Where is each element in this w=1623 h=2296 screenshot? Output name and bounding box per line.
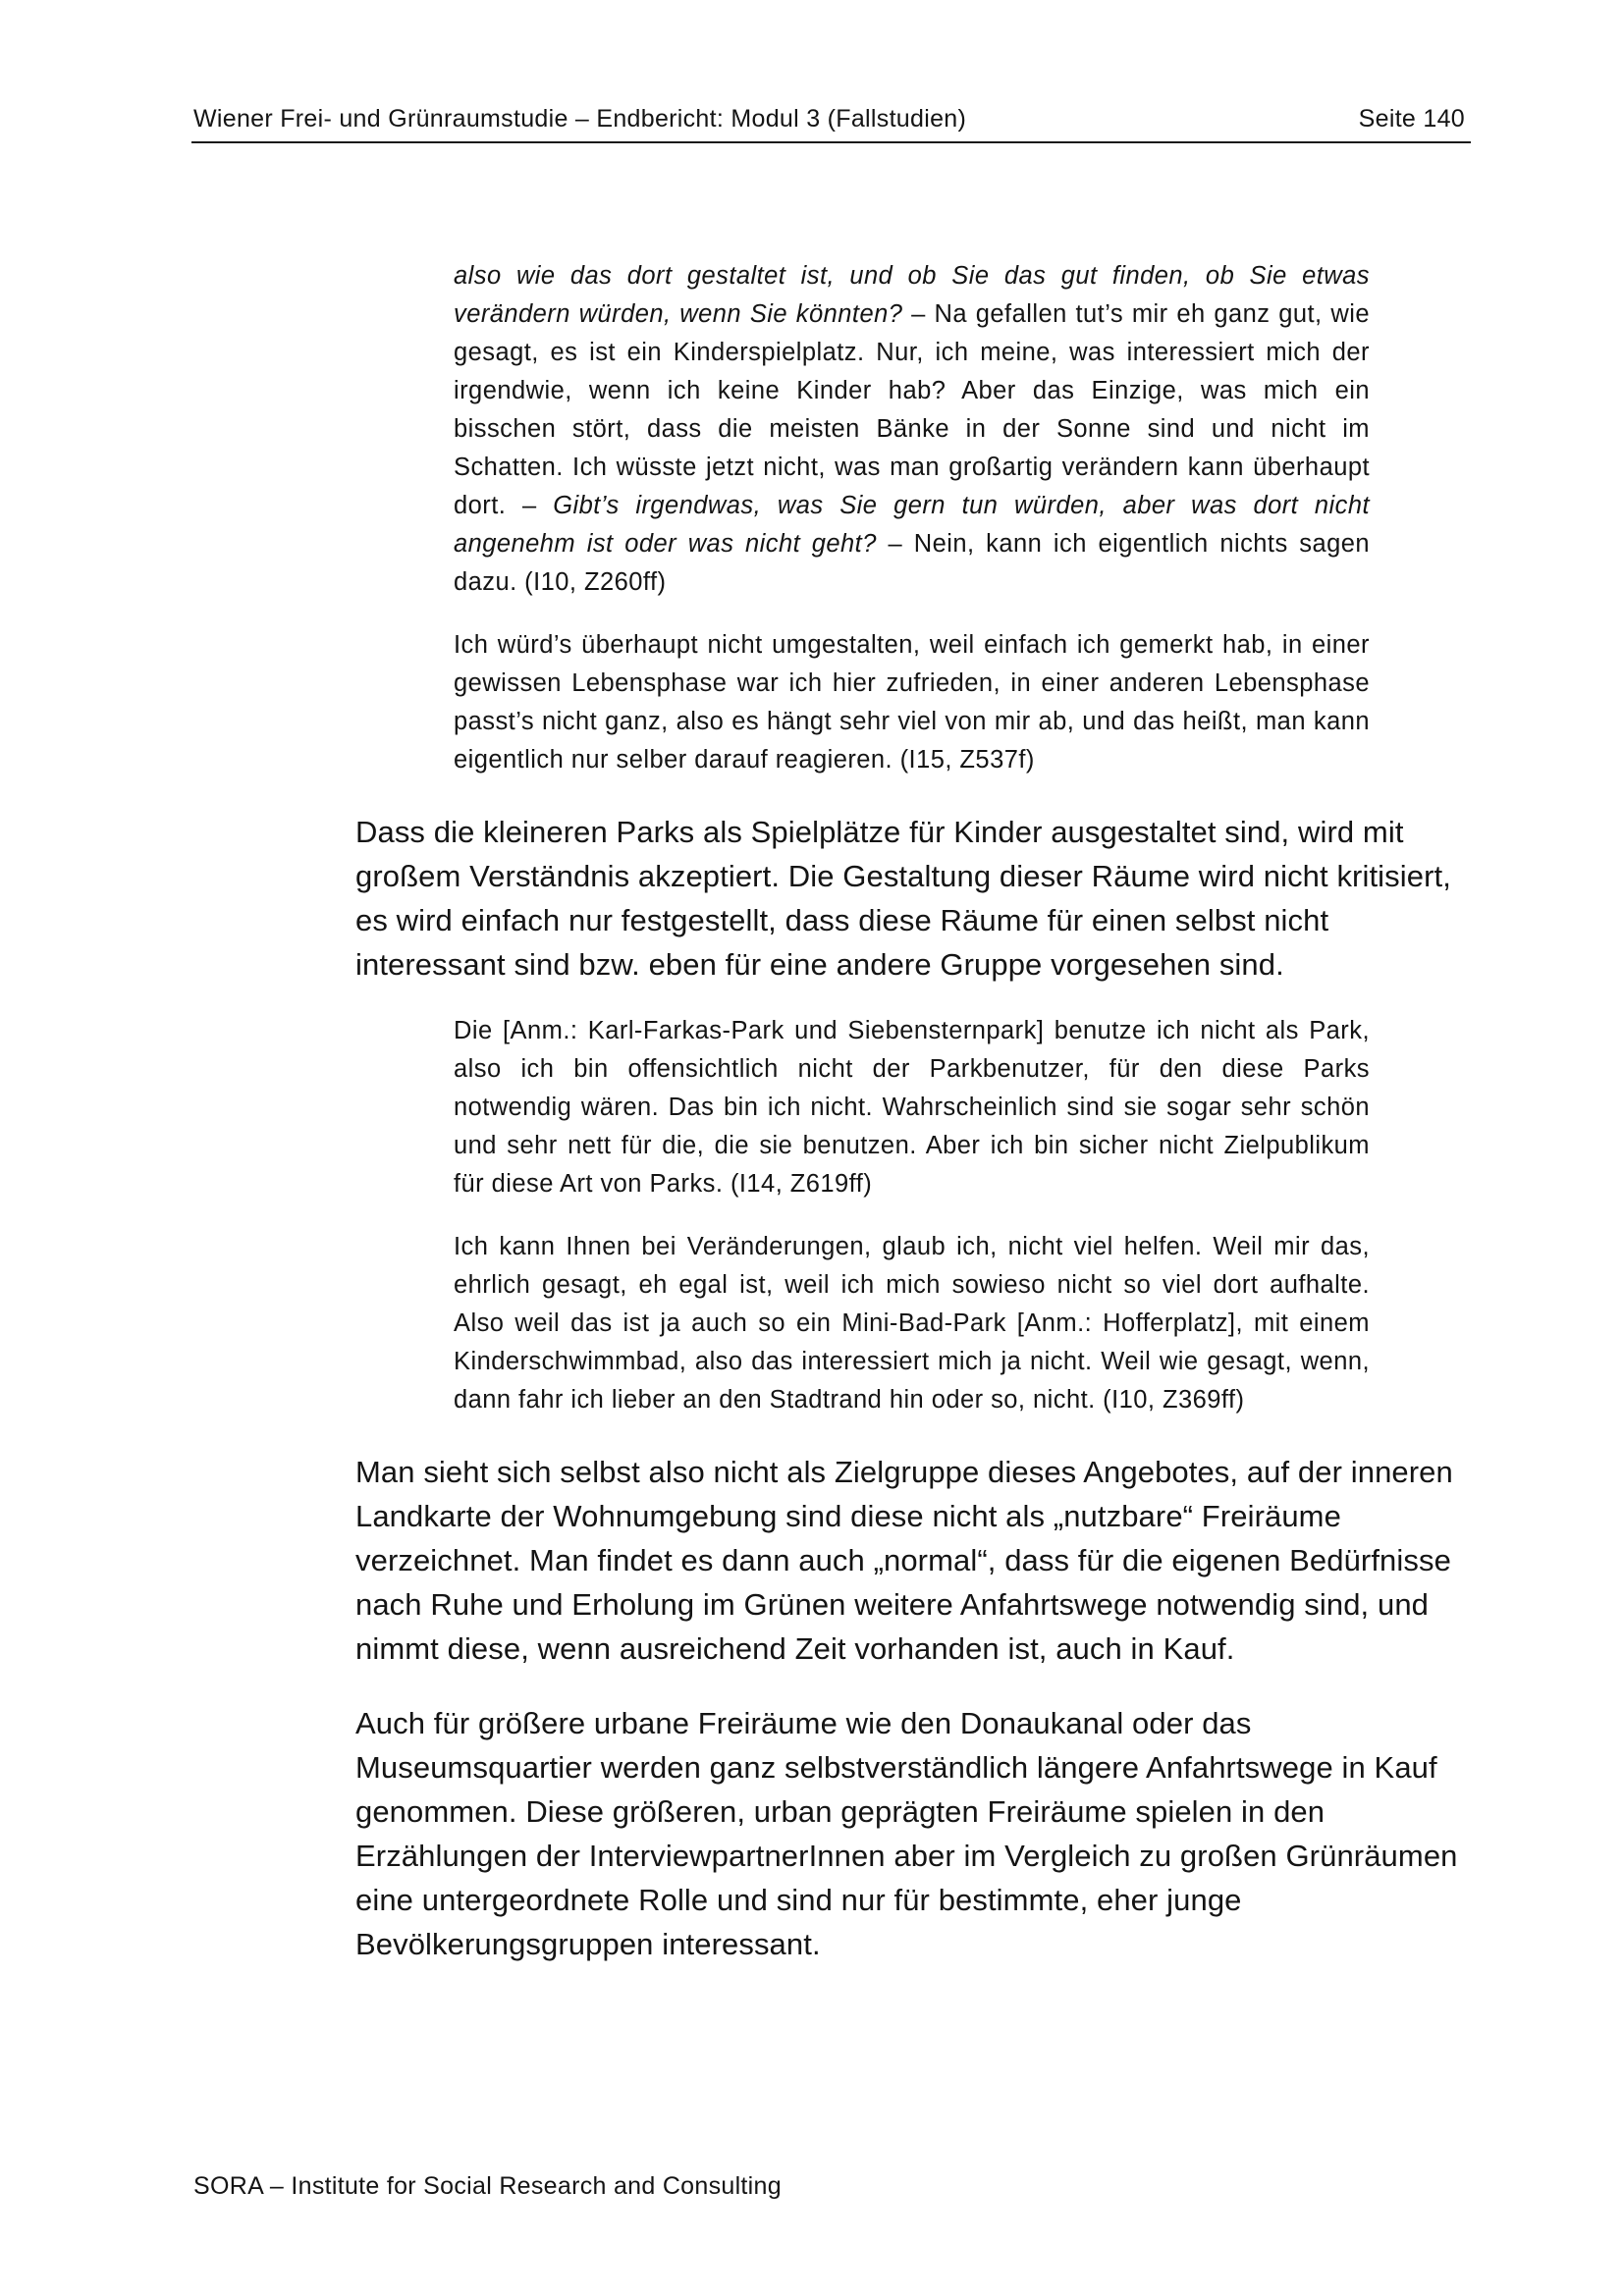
interview-quote xyxy=(454,257,1370,602)
page-number: Seite 140 xyxy=(1358,105,1465,133)
interview-quote: Ich kann Ihnen bei Veränderungen, glaub ich, nicht viel helfen. Weil mir das, ehrlich gesagt, eh egal ist, weil ich mich sowieso nicht so viel dort aufhalte. Also weil das ist ja auch so ein Mini-Bad-Park [Anm.: Hofferplatz], mit einem Kinderschwimmbad, also das interessiert mich ja nicht. Weil wie gesagt, wenn, dann fahr ich lieber an den Stadtrand hin oder so, nicht. (I10, Z369ff) xyxy=(454,1233,1370,1414)
body-paragraph: Man sieht sich selbst also nicht als Zielgruppe dieses Angebotes, auf der inneren Landkarte der Wohnumgebung sind diese nicht als „nutzbare“ Freiräume verzeichnet. Man findet es dann auch „normal“, dass für die eigenen Bedürfnisse nach Ruhe und Erholung im Grünen weitere Anfahrtswege notwendig sind, und nimmt diese, wenn ausreichend Zeit vorhanden ist, auch in Kauf. xyxy=(355,1455,1453,1666)
interviewer-question: Gibt’s irgendwas, was Sie gern tun würden, aber was dort nicht angenehm ist oder was nicht geht? xyxy=(454,491,1370,558)
body-paragraph: Dass die kleineren Parks als Spielplätze für Kinder ausgestaltet sind, wird mit großem Verständnis akzeptiert. Die Gestaltung dieser Räume wird nicht kritisiert, es wird einfach nur festgestellt, dass diese Räume für einen selbst nicht interessant sind bzw. eben für eine andere Gruppe vorgesehen sind. xyxy=(355,815,1451,982)
header-title: Wiener Frei- und Grünraumstudie – Endbericht: Modul 3 (Fallstudien) xyxy=(193,105,967,133)
page-body xyxy=(355,232,1475,1982)
page-header xyxy=(191,102,1471,143)
interviewee-answer: – Na gefallen tut’s mir eh ganz gut, wie gesagt, es ist ein Kinderspielplatz. Nur, ich meine, was interessiert mich der irgendwie, wenn ich keine Kinder hab? Aber das Einzige, was mich ein bisschen stört, dass die meisten Bänke in der Sonne sind und nicht im Schatten. Ich wüsste jetzt nicht, was man großartig verändern kann überhaupt dort. – xyxy=(454,299,1370,519)
page-footer: SORA – Institute for Social Research and Consulting xyxy=(193,2172,782,2200)
body-paragraph: Auch für größere urbane Freiräume wie den Donaukanal oder das Museumsquartier werden ganz selbstverständlich längere Anfahrtswege in Kauf genommen. Diese größeren, urban geprägten Freiräume spielen in den Erzählungen der InterviewpartnerInnen aber im Vergleich zu großen Grünräumen eine untergeordnete Rolle und sind nur für bestimmte, eher junge Bevölkerungsgruppen interessant. xyxy=(355,1706,1458,1961)
interview-quote: Die [Anm.: Karl-Farkas-Park und Siebensternpark] benutze ich nicht als Park, also ich bin offensichtlich nicht der Parkbenutzer, für den diese Parks notwendig wären. Das bin ich nicht. Wahrscheinlich sind sie sogar sehr schön und sehr nett für die, die sie benutzen. Aber ich bin sicher nicht Zielpublikum für diese Art von Parks. (I14, Z619ff) xyxy=(454,1016,1370,1198)
interviewer-question: also wie das dort gestaltet ist, und ob Sie das gut finden, ob Sie etwas verändern würden, wenn Sie könnten? xyxy=(454,261,1370,328)
interview-quote: Ich würd’s überhaupt nicht umgestalten, weil einfach ich gemerkt hab, in einer gewissen Lebensphase war ich hier zufrieden, in einer anderen Lebensphase passt’s nicht ganz, also es hängt sehr viel von mir ab, und das heißt, man kann eigentlich nur selber darauf reagieren. (I15, Z537f) xyxy=(454,631,1370,774)
interviewee-answer: – Nein, kann ich eigentlich nichts sagen dazu. (I10, Z260ff) xyxy=(454,529,1370,596)
